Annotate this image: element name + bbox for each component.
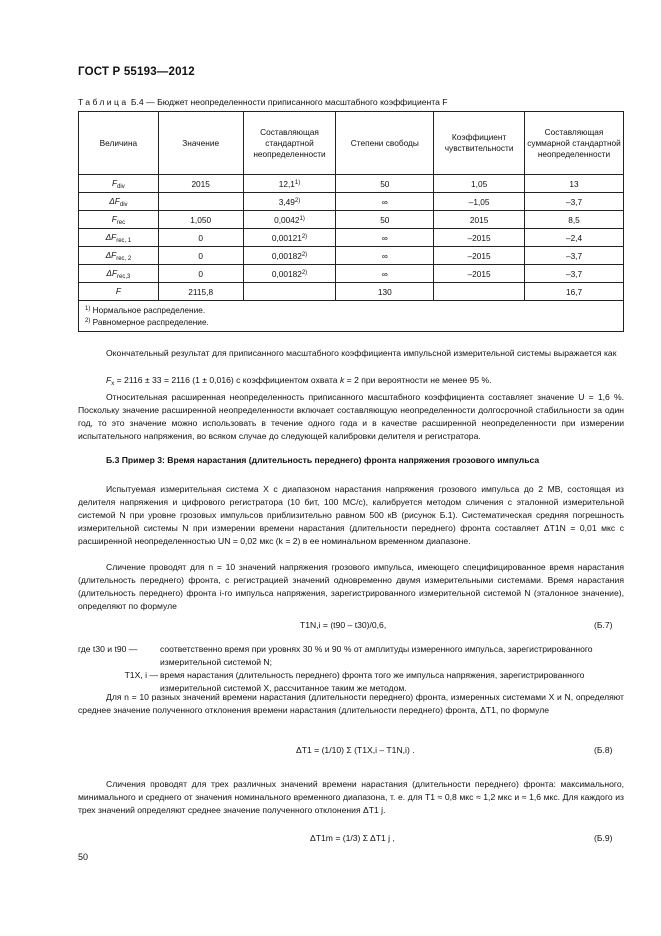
quantity-cell: $F_{rec}$	[79, 211, 159, 229]
paragraph-1: Окончательный результат для приписанного масштабного коэффициента импульсной измерительной системы выражается как	[106, 348, 617, 358]
combined-uncertainty-cell: 13	[525, 175, 624, 193]
footnote-2: $^{2)}$ Равномерное распределение.	[85, 317, 209, 327]
caption-rest: Б.4 — Бюджет неопределенности приписанного масштабного коэффициента F	[128, 97, 448, 107]
combined-uncertainty-cell: –2,4	[525, 229, 624, 247]
table-header-row	[79, 112, 624, 175]
definition-2-text: время нарастания (длительность переднего) фронта того же импульса напряжения, зарегистрированного измерительной системой X, рассчитанное таким же методом.	[160, 670, 585, 694]
quantity-cell: $\Delta F_{rec,3}$	[79, 265, 159, 283]
page-number: 50	[78, 852, 89, 862]
formula-fx: $F_x = 2116 \pm 33 = 2116$ (1 ± 0,016) с коэффициентом охвата k = 2 при вероятности не менее 95 %.	[106, 375, 492, 387]
paragraph-4: Сличение проводят для n = 10 значений напряжения грозового импульса, имеющего специфицированное время нарастания (длительность переднего) фронта, с регистрацией значений одновременно двумя измерительными системами. Время нарастания (длительность переднего) фронта i-го импульса напряжения, зарегистрированного измерительной системой N (эталонное значение), определяют по формуле	[78, 562, 624, 612]
column-header: Величина	[79, 112, 159, 175]
degrees-of-freedom-cell: 130	[336, 283, 434, 301]
value-cell: 0	[158, 265, 243, 283]
degrees-of-freedom-cell: 50	[336, 211, 434, 229]
value-cell	[158, 193, 243, 211]
standard-uncertainty-cell	[243, 283, 336, 301]
definition-1-label: где t30 и t90 —	[78, 644, 138, 654]
paragraph-6: Сличения проводят для трех различных значений времени нарастания (длительности переднего) фронта: максимального, минимального и среднего от значения номинального временного диапазона, т. е. для T1 ≈ 0,8 мкс ≈ 1,2 мкс и ≈ 1,6 мкс. Для каждого из трех значений определяют среднее значение полученного отклонения ΔT1 j.	[78, 779, 624, 816]
quantity-cell: $\Delta F_{div}$	[79, 193, 159, 211]
table-row	[79, 283, 624, 301]
paragraph-3: Испытуемая измерительная система X с диапазоном нарастания напряжения грозового импульса до 2 МВ, состоящая из делителя напряжения и цифрового регистратора (10 бит, 100 МС/с), калибруется методом сличения с эталонной измерительной системой N при уровне грозовых импульсов приблизительно равном 500 кВ (рисунок Б.1). Систематическая средняя погрешность измерительной системы N при измерении времени нарастания (длительности переднего) фронта составляет ΔT1N = 0,01 мкс с расширенной неопределенностью UN = 0,02 мкс (k = 2) в ее номинальном временном диапазоне.	[78, 484, 624, 547]
equation-number-b8: (Б.8)	[594, 745, 613, 755]
standard-uncertainty-cell: 3,49$^{2)}$	[243, 193, 336, 211]
column-header: Составляющая суммарной стандартной неопределенности	[525, 112, 624, 175]
definition-2-label: T1X, i —	[124, 670, 158, 680]
column-header: Значение	[158, 112, 243, 175]
quantity-cell: $\Delta F_{rec, 2}$	[79, 247, 159, 265]
value-cell: 2015	[158, 175, 243, 193]
equation-number-b9: (Б.9)	[594, 833, 613, 843]
standard-uncertainty-cell: 0,00121$^{2)}$	[243, 229, 336, 247]
formula-b8: ΔT1 = (1/10) Σ (T1X,i – T1N,i) .	[296, 745, 415, 755]
degrees-of-freedom-cell: ∞	[336, 193, 434, 211]
sensitivity-cell	[434, 283, 525, 301]
table-row	[79, 247, 624, 265]
value-cell: 0	[158, 247, 243, 265]
document-header: ГОСТ Р 55193—2012	[78, 66, 195, 78]
degrees-of-freedom-cell: ∞	[336, 265, 434, 283]
section-heading: Б.3 Пример 3: Время нарастания (длительность переднего) фронта напряжения грозового импульса	[106, 455, 540, 465]
column-header: Коэффициент чувствительности	[434, 112, 525, 175]
formula-b9: ΔT1m = (1/3) Σ ΔT1 j ,	[310, 833, 395, 843]
quantity-cell: $\Delta F_{rec, 1}$	[79, 229, 159, 247]
column-header: Составляющая стандартной неопределенности	[243, 112, 336, 175]
combined-uncertainty-cell: 8,5	[525, 211, 624, 229]
standard-uncertainty-cell: 0,00182$^{2)}$	[243, 265, 336, 283]
sensitivity-cell: –2015	[434, 247, 525, 265]
formula-b7: T1N,i = (t90 – t30)/0,6,	[300, 620, 387, 630]
paragraph-5: Для n = 10 разных значений времени нарастания (длительности переднего) фронта, измеренных системами X и N, определяют среднее значение полученного отклонения времени нарастания (длительности переднего) фронта, ΔT1, по формуле	[78, 692, 624, 716]
table-caption	[78, 97, 448, 107]
footnote-1: $^{1)}$ Нормальное распределение.	[85, 305, 206, 315]
value-cell: 0	[158, 229, 243, 247]
uncertainty-budget-table	[78, 111, 624, 332]
sensitivity-cell: 2015	[434, 211, 525, 229]
standard-uncertainty-cell: 0,00182$^{2)}$	[243, 247, 336, 265]
value-cell: 2115,8	[158, 283, 243, 301]
sensitivity-cell: –2015	[434, 265, 525, 283]
quantity-cell: F	[79, 283, 159, 301]
combined-uncertainty-cell: 16,7	[525, 283, 624, 301]
sensitivity-cell: 1,05	[434, 175, 525, 193]
table-row	[79, 211, 624, 229]
degrees-of-freedom-cell: ∞	[336, 229, 434, 247]
value-cell: 1,050	[158, 211, 243, 229]
table-row	[79, 229, 624, 247]
table-row	[79, 193, 624, 211]
table-footnotes	[79, 301, 624, 332]
sensitivity-cell: –2015	[434, 229, 525, 247]
equation-number-b7: (Б.7)	[594, 620, 613, 630]
quantity-cell: $F_{div}$	[79, 175, 159, 193]
paragraph-2: Относительная расширенная неопределенность приписанного масштабного коэффициента составляет значение U = 1,6 %. Поскольку значение расширенной неопределенности включает составляющую неопределенности долгосрочной стабильности за один год, то это значение можно использовать в течение одного года и в качестве расширенной неопределенности при измерении испытательного напряжения, во всяком случае до следующей калибровки делителя и регистратора.	[78, 392, 624, 442]
degrees-of-freedom-cell: 50	[336, 175, 434, 193]
sensitivity-cell: –1,05	[434, 193, 525, 211]
column-header: Степени свободы	[336, 112, 434, 175]
table-row	[79, 265, 624, 283]
combined-uncertainty-cell: –3,7	[525, 247, 624, 265]
combined-uncertainty-cell: –3,7	[525, 265, 624, 283]
definition-1-text: соответственно время при уровнях 30 % и 90 % от амплитуды измеренного импульса, зарегистрированного измерительной системой N;	[160, 644, 593, 668]
degrees-of-freedom-cell: ∞	[336, 247, 434, 265]
standard-uncertainty-cell: 12,1$^{1)}$	[243, 175, 336, 193]
combined-uncertainty-cell: –3,7	[525, 193, 624, 211]
table-row	[79, 175, 624, 193]
standard-uncertainty-cell: 0,0042$^{1)}$	[243, 211, 336, 229]
caption-word: Таблица	[78, 97, 129, 107]
footnote-cell	[79, 301, 624, 332]
